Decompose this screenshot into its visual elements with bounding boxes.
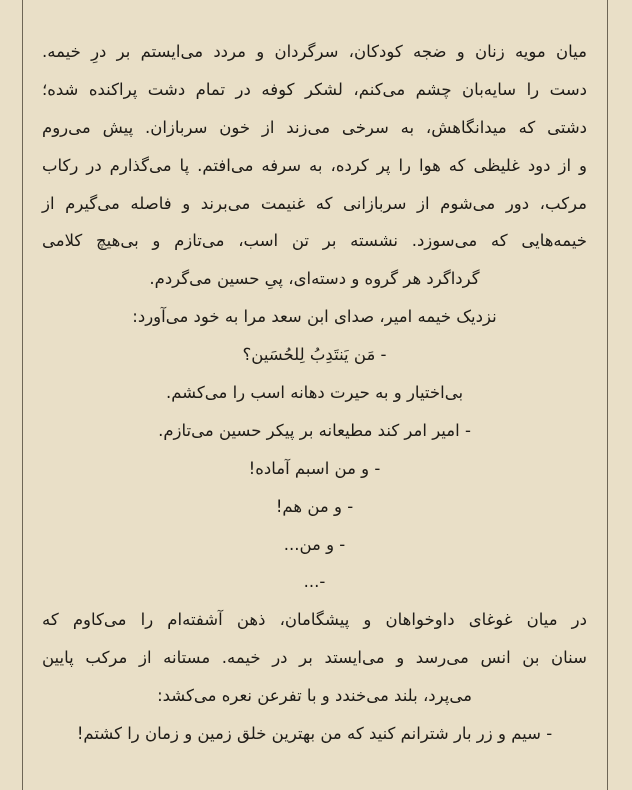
- text-line: در میان غوغای داوخواهان و پیشگامان، ذهن آشفته‌ام را می‌کاوم که: [42, 610, 587, 630]
- text-line: میان مویه زنان و ضجه کودکان، سرگردان و مردد می‌ایستم بر درِ خیمه.: [42, 42, 587, 61]
- text-line: گرداگرد هر گروه و دسته‌ای، پیِ حسین می‌گردم.: [149, 269, 480, 289]
- dialogue-line: - امیر امر کند مطیعانه بر پیکر حسین می‌تازم.: [158, 420, 471, 440]
- text-line: سنان بن انس می‌رسد و می‌ایستد بر در خیمه. مستانه از مرکب پایین: [42, 648, 587, 668]
- text-line: دشتی که میدانگاهش، به سرخی می‌زند از خون سربازان. پیش می‌روم: [42, 117, 587, 137]
- dialogue-line: - و من هم!: [275, 496, 354, 516]
- book-page: [22, 0, 608, 790]
- text-line: دست را سایه‌بان چشم می‌کنم، لشکر کوفه در تمام دشت پراکنده شده؛: [42, 79, 587, 99]
- dialogue-line: - و من...: [283, 534, 346, 554]
- text-line: و از دود غلیظی که هوا را پر کرده، به سرفه می‌افتم. پا می‌گذارم در رکاب: [42, 155, 587, 175]
- story-text: [42, 33, 587, 753]
- dialogue-line: -...: [303, 572, 326, 592]
- dialogue-line: - و من اسبم آماده!: [248, 458, 381, 478]
- dialogue-line: - سیم و زر بار شترانم کنید که من بهترین خلق زمین و زمان را کشتم!: [76, 724, 553, 744]
- dialogue-line: - مَن یَنتَدِبُ لِلحُسَین؟: [242, 345, 387, 365]
- text-line: بی‌اختیار و به حیرت دهانه اسب را می‌کشم.: [165, 383, 464, 403]
- text-line: مرکب، دور می‌شوم از سربازانی که غنیمت می‌برند و فاصله می‌گیرم از: [42, 193, 587, 213]
- text-line: خیمه‌هایی که می‌سوزد. نشسته بر تن اسب، می‌تازم و بی‌هیچ کلامی: [42, 231, 587, 251]
- text-line: نزدیک خیمه امیر، صدای ابن سعد مرا به خود می‌آورد:: [132, 307, 497, 327]
- text-line: می‌پرد، بلند می‌خندد و با تفرعن نعره می‌کشد:: [157, 686, 472, 706]
